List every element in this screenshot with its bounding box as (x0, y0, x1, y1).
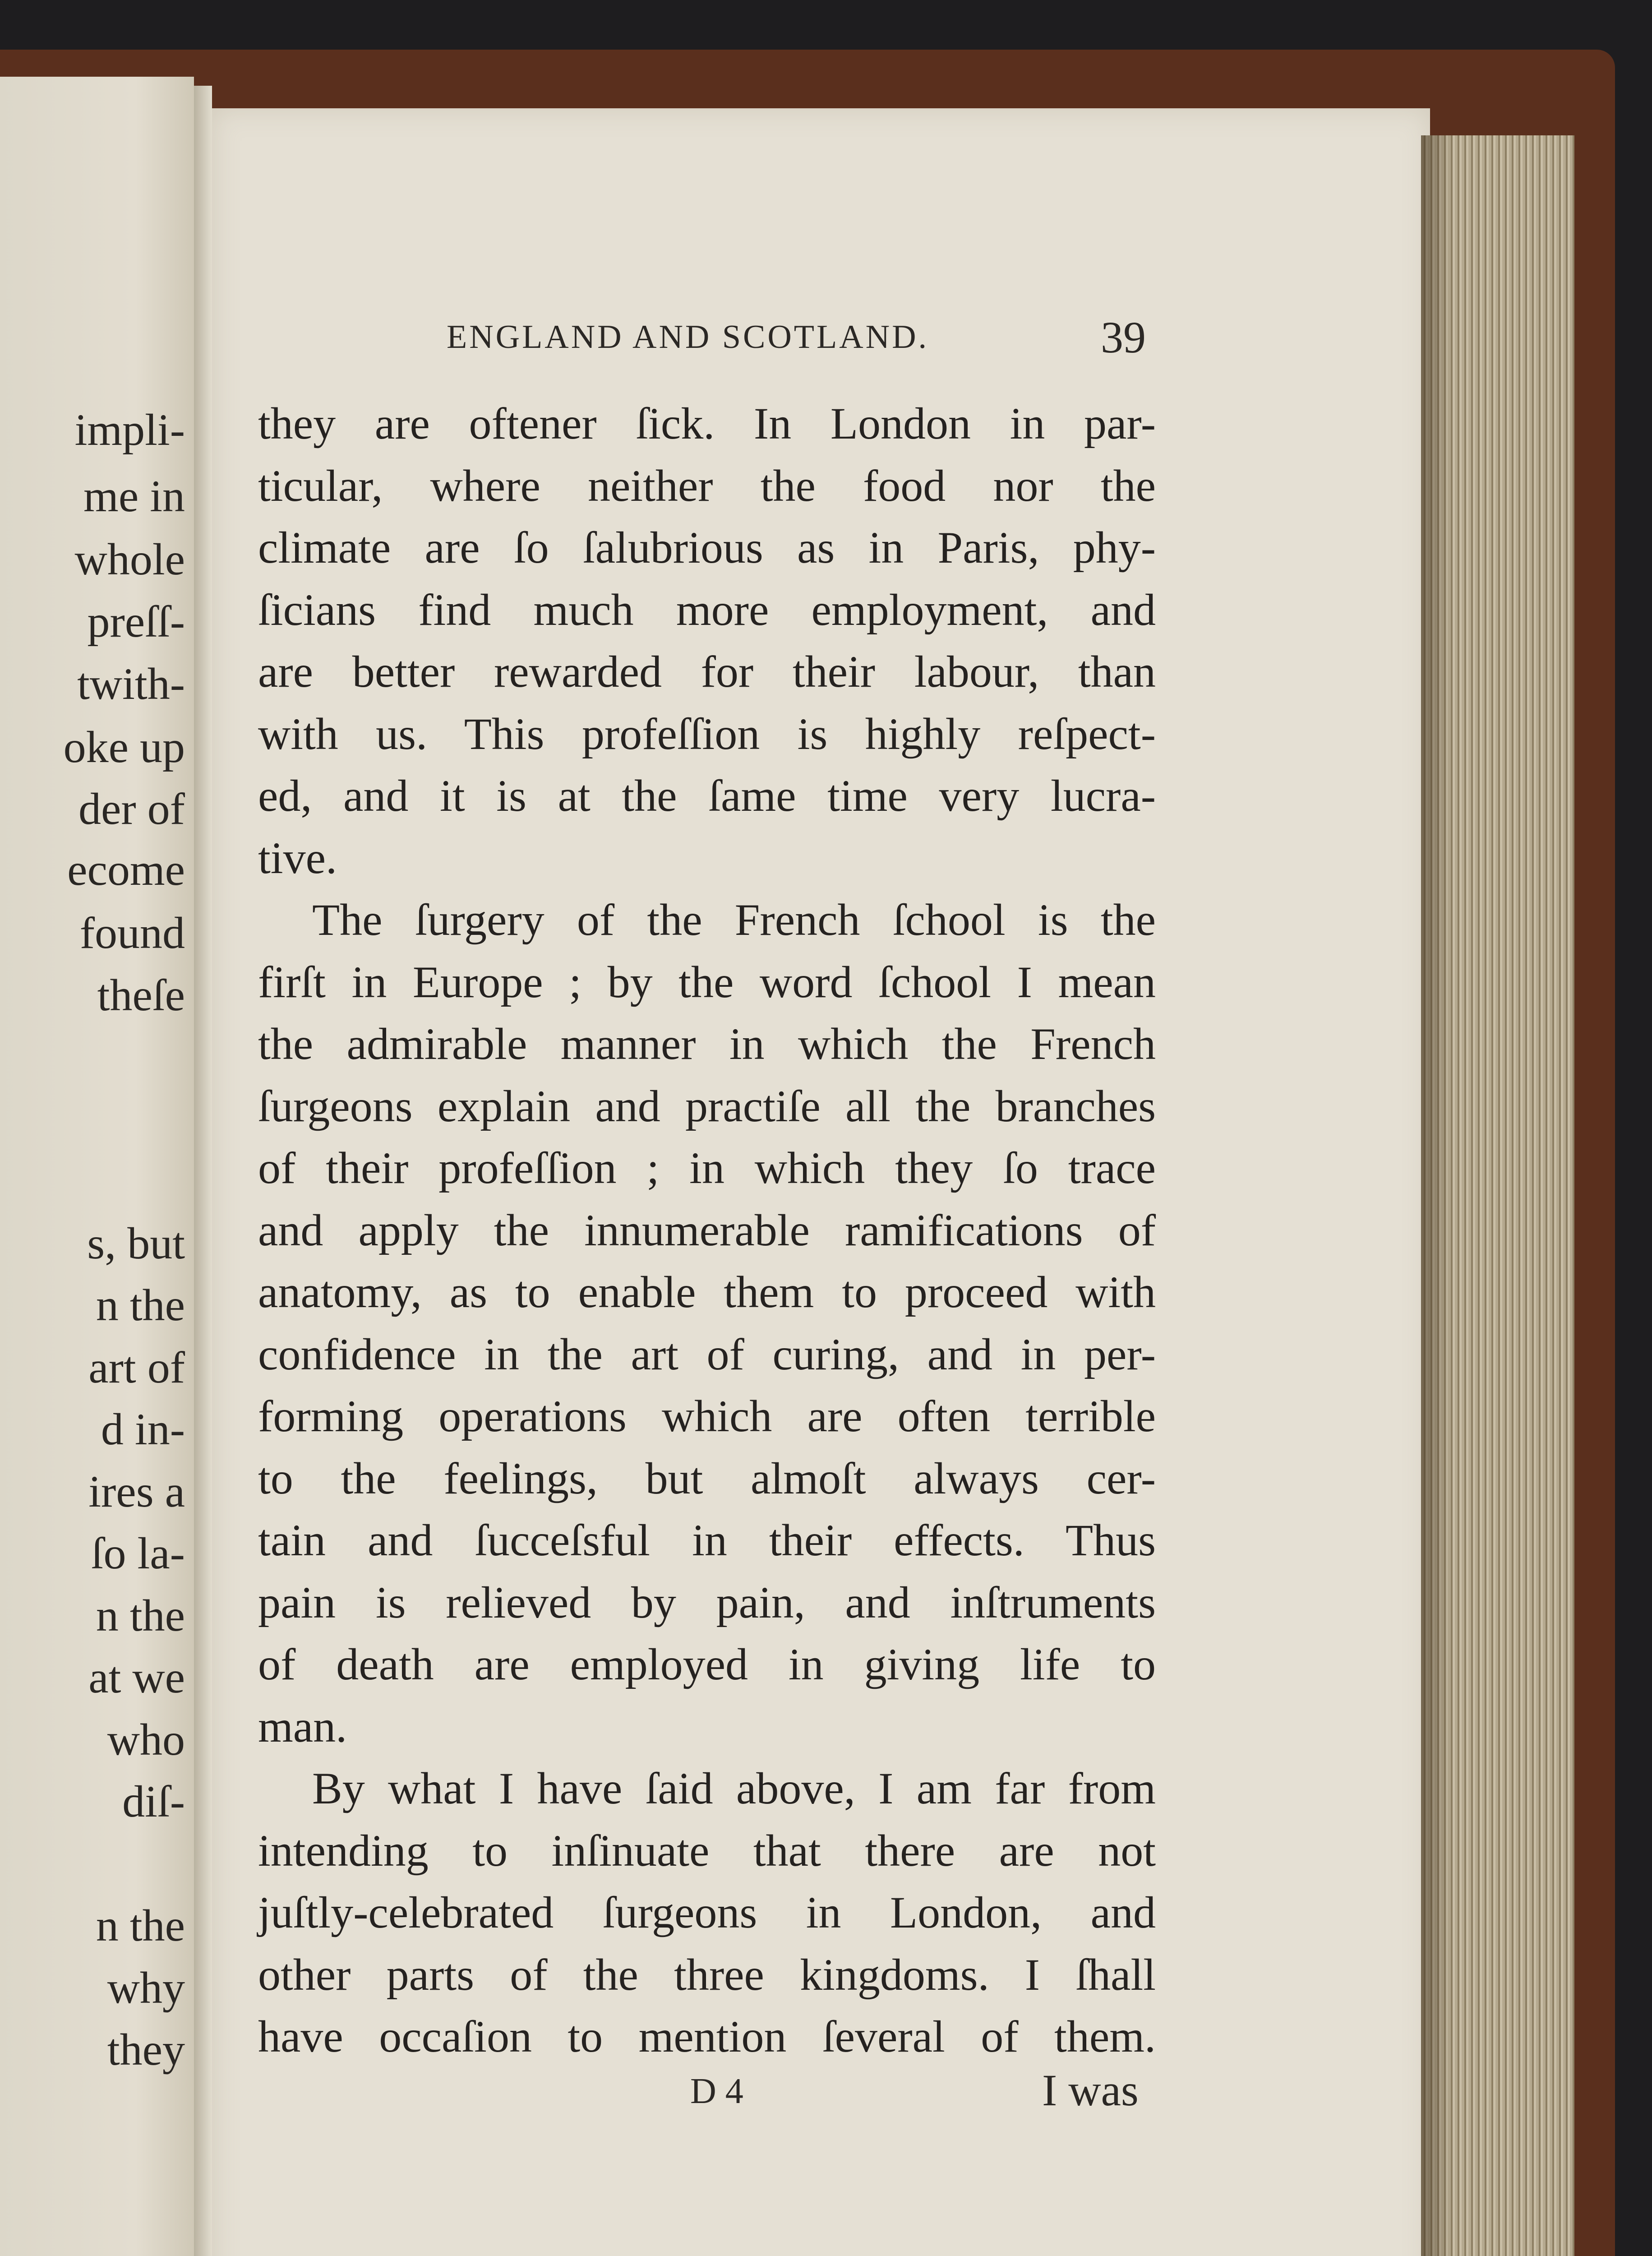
left-page-line: they (107, 2025, 185, 2075)
text-line: of their profeſſion ; in which they ſo trace (258, 1143, 1156, 1193)
left-page-line: who (107, 1715, 185, 1765)
left-page-line: der of (78, 784, 185, 834)
text-line: anatomy, as to enable them to proceed with (258, 1267, 1156, 1317)
text-line: have occaſion to mention ſeveral of them. (258, 2011, 1156, 2062)
left-page-line: preſſ- (87, 596, 185, 647)
body-text (258, 393, 1156, 2068)
left-page-line: n the (96, 1900, 185, 1951)
left-page-line: why (107, 1963, 185, 2013)
text-line: ſurgeons explain and practiſe all the branches (258, 1081, 1156, 1131)
left-page-line: s, but (87, 1218, 185, 1268)
text-line: intending to inſinuate that there are not (258, 1825, 1156, 1876)
left-page-line: at we (88, 1652, 185, 1702)
text-line: ed, and it is at the ſame time very lucra- (258, 771, 1156, 821)
left-page-line: ires a (88, 1466, 185, 1516)
book-gutter (194, 86, 212, 2256)
text-line: By what I have ſaid above, I am far from (312, 1763, 1156, 1813)
left-page-line: whole (74, 534, 185, 584)
text-line: to the feelings, but almoſt always cer- (258, 1453, 1156, 1503)
left-page-line: impli- (74, 405, 185, 455)
text-line: confidence in the art of curing, and in per- (258, 1329, 1156, 1379)
left-page-line: n the (96, 1280, 185, 1330)
text-line: with us. This profeſſion is highly reſpect- (258, 708, 1156, 759)
text-line: are better rewarded for their labour, than (258, 647, 1156, 697)
text-line: firſt in Europe ; by the word ſchool I mean (258, 957, 1156, 1007)
left-page-line: theſe (97, 970, 185, 1020)
left-page-line: oke up (63, 722, 185, 772)
left-page-line: d in- (101, 1404, 185, 1454)
text-line: they are oftener ſick. In London in par- (258, 398, 1156, 448)
text-line: pain is relieved by pain, and inſtruments (258, 1577, 1156, 1627)
text-line: of death are employed in giving life to (258, 1639, 1156, 1689)
text-line: and apply the innumerable ramifications of (258, 1205, 1156, 1255)
text-line: forming operations which are often terrible (258, 1391, 1156, 1441)
text-line: tain and ſucceſsful in their effects. Thus (258, 1515, 1156, 1565)
page-number: 39 (1101, 312, 1146, 362)
left-page-line: ſo la- (91, 1528, 185, 1578)
text-line: ſicians find much more employment, and (258, 584, 1156, 635)
page-edges-shadow (1421, 135, 1453, 2256)
signature-mark: D 4 (690, 2071, 743, 2111)
text-line: other parts of the three kingdoms. I ſhall (258, 1949, 1156, 2000)
left-page (0, 77, 194, 2256)
text-line: man. (258, 1701, 347, 1752)
left-page-line: diſ- (122, 1776, 185, 1826)
left-page-line: twith- (77, 659, 185, 709)
left-page-line: found (79, 908, 185, 958)
text-line: the admirable manner in which the French (258, 1019, 1156, 1069)
left-page-line: ecome (67, 845, 185, 895)
left-page-line: art of (88, 1342, 185, 1392)
text-line: juſtly-celebrated ſurgeons in London, and (258, 1887, 1156, 1937)
left-page-line: n the (96, 1590, 185, 1641)
left-page-line: me in (83, 471, 185, 521)
text-line: tive. (258, 832, 337, 883)
text-line: ticular, where neither the food nor the (258, 460, 1156, 511)
text-line: The ſurgery of the French ſchool is the (312, 895, 1156, 945)
text-line: climate are ſo ſalubrious as in Paris, phy- (258, 522, 1156, 573)
running-head: ENGLAND AND SCOTLAND. (447, 319, 929, 356)
catchword: I was (1042, 2065, 1139, 2115)
